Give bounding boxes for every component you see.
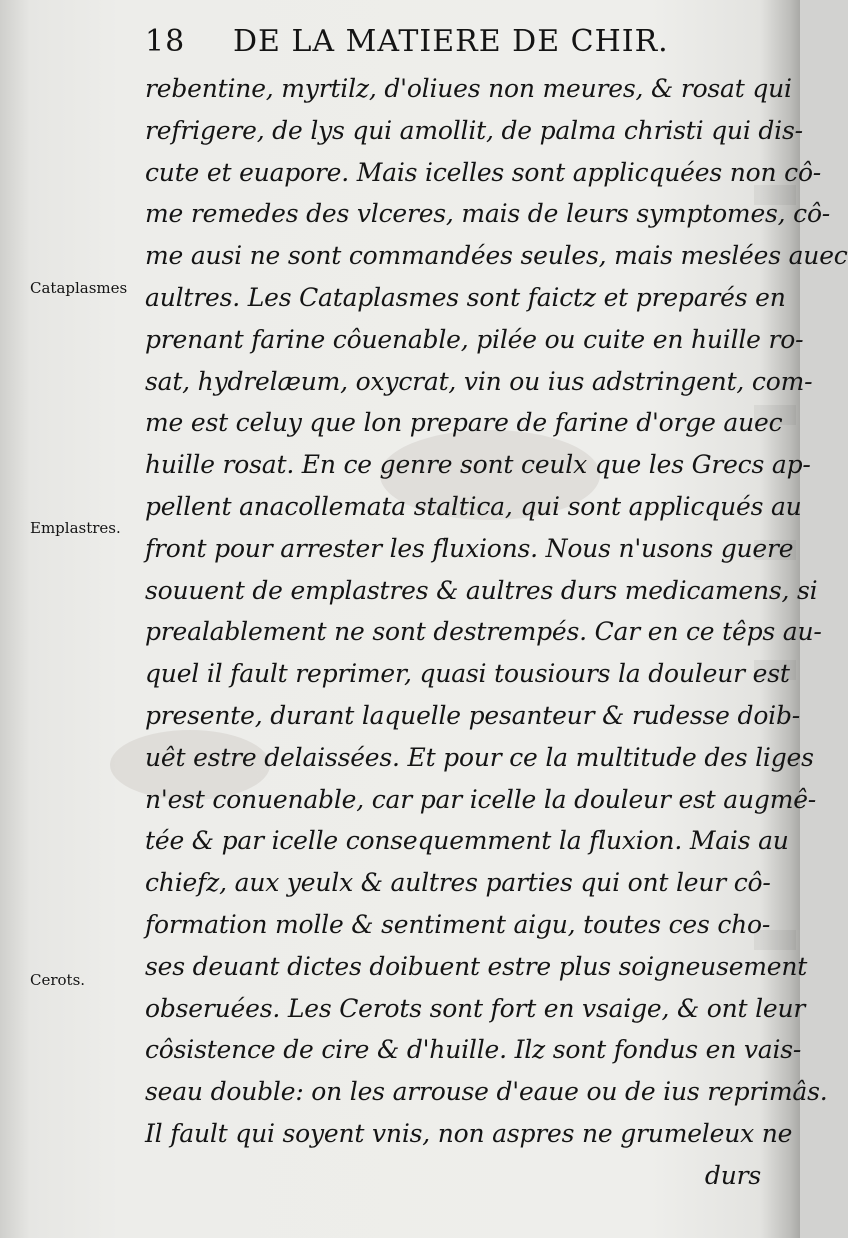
text-line: chiefz, aux yeulx & aultres parties qui ont leur cô- xyxy=(145,868,771,898)
catchword: durs xyxy=(704,1160,761,1190)
text-line: me ausi ne sont commandées seules, mais meslées auec xyxy=(145,241,848,271)
text-line: prenant farine côuenable, pilée ou cuite en huille ro- xyxy=(145,324,804,354)
text-line: obseruées. Les Cerots sont fort en vsaige, & ont leur xyxy=(145,993,806,1023)
text-line: souuent de emplastres & aultres durs medicamens, si xyxy=(145,575,818,605)
text-line: formation molle & sentiment aigu, toutes ces cho- xyxy=(145,909,771,939)
text-line: seau double: on les arrouse d'eaue ou de ius reprimâs. xyxy=(145,1077,828,1107)
text-line: quel il fault reprimer, quasi tousiours la douleur est xyxy=(145,659,790,689)
text-line: refrigere, de lys qui amollit, de palma christi qui dis- xyxy=(145,115,803,145)
text-line: uêt estre delaissées. Et pour ce la multitude des liges xyxy=(145,742,814,772)
page-number: 18 xyxy=(145,24,186,59)
page-header xyxy=(145,22,785,62)
text-line: cute et euapore. Mais icelles sont applicquées non cô- xyxy=(145,157,822,187)
text-line: huille rosat. En ce genre sont ceulx que les Grecs ap- xyxy=(145,450,811,480)
text-line: me remedes des vlceres, mais de leurs symptomes, cô- xyxy=(145,199,831,229)
text-line: sat, hydrelæum, oxycrat, vin ou ius adstringent, com- xyxy=(145,366,813,396)
running-title: DE LA MATIERE DE CHIR. xyxy=(233,24,669,59)
text-line: presente, durant laquelle pesanteur & rudesse doib- xyxy=(145,700,801,730)
text-line: rebentine, myrtilz, d'oliues non meures, & rosat qui xyxy=(145,74,792,103)
text-line: côsistence de cire & d'huille. Ilz sont fondus en vais- xyxy=(145,1035,802,1065)
text-line: prealablement ne sont destrempés. Car en ce têps au- xyxy=(145,617,822,647)
marginal-note-emplastres: Emplastres. xyxy=(30,519,121,537)
text-line: aultres. Les Cataplasmes sont faictz et preparés en xyxy=(145,282,786,312)
text-line: tée & par icelle consequemment la fluxion. Mais au xyxy=(145,826,789,856)
text-line: n'est conuenable, car par icelle la douleur est augmê- xyxy=(145,784,817,814)
text-line: Il fault qui soyent vnis, non aspres ne grumeleux ne xyxy=(145,1118,793,1148)
text-line: me est celuy que lon prepare de farine d'orge auec xyxy=(145,408,783,438)
text-line: ses deuant dictes doibuent estre plus soigneusement xyxy=(145,951,808,981)
text-line: pellent anacollemata staltica, qui sont applicqués au xyxy=(145,491,802,521)
marginal-note-cerots: Cerots. xyxy=(30,971,86,989)
text-line: front pour arrester les fluxions. Nous n'usons guere xyxy=(145,533,794,563)
body-text xyxy=(145,68,848,1197)
marginal-note-cataplasmes: Cataplasmes xyxy=(30,279,128,297)
